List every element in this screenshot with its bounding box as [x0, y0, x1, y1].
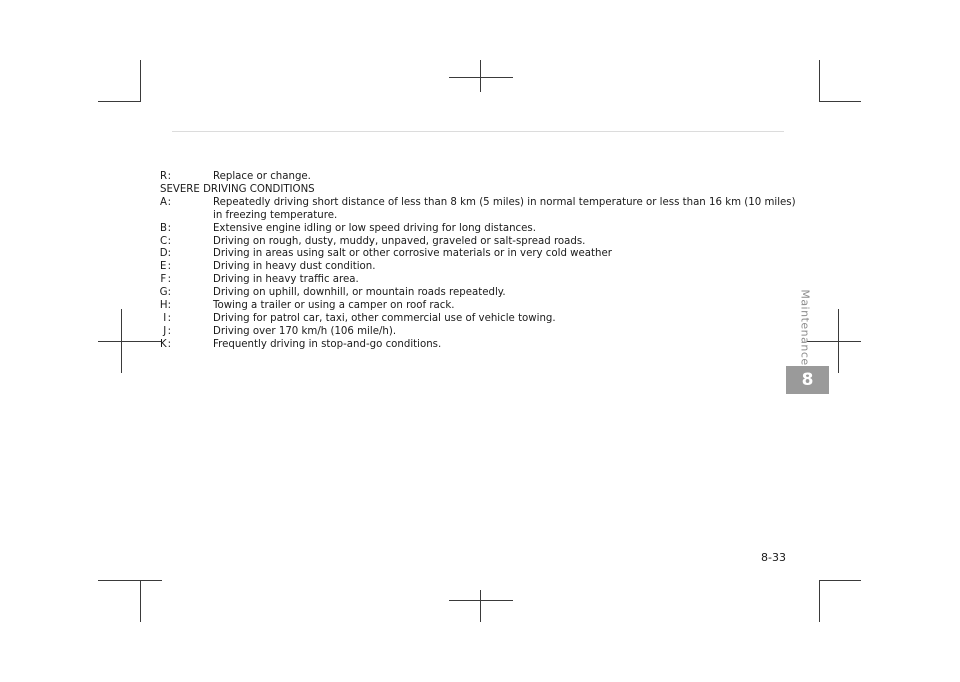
- legend-text: Replace or change.: [213, 171, 311, 182]
- condition-code: J :: [160, 326, 192, 339]
- condition-text: Repeatedly driving short distance of less than 8 km (5 miles) in normal temperature or less than 16 km (10 miles) in freezing temperature.: [213, 196, 796, 221]
- crop-mark: [449, 77, 513, 78]
- crop-mark: [819, 60, 820, 102]
- severe-condition-item: [160, 274, 800, 287]
- crop-mark: [819, 580, 861, 581]
- crop-mark: [838, 309, 839, 373]
- severe-condition-item: [160, 236, 800, 249]
- legend-code: R :: [160, 171, 171, 182]
- condition-code-letter: A: [160, 196, 167, 208]
- condition-text: Driving on uphill, downhill, or mountain roads repeatedly.: [213, 287, 506, 299]
- section-label-text: Maintenance: [798, 288, 812, 366]
- severe-condition-item: [160, 261, 800, 274]
- condition-text: Towing a trailer or using a camper on roof rack.: [213, 300, 455, 312]
- crop-mark: [121, 309, 122, 373]
- condition-code-letter: K: [160, 338, 167, 350]
- condition-code: F :: [160, 274, 171, 286]
- severe-condition-item: [160, 287, 800, 300]
- crop-mark: [98, 341, 162, 342]
- condition-code: B :: [160, 222, 171, 234]
- condition-code-letter: G: [159, 287, 168, 299]
- condition-text: Driving over 170 km/h (106 mile/h).: [213, 325, 397, 337]
- condition-text: Driving in heavy traffic area.: [213, 274, 359, 286]
- condition-code: C :: [160, 235, 171, 247]
- condition-code: K :: [160, 338, 171, 350]
- condition-code: D :: [159, 248, 171, 260]
- condition-code: H :: [159, 300, 171, 312]
- condition-text: Driving in areas using salt or other corrosive materials or in very cold weather: [213, 248, 612, 260]
- condition-code: A :: [160, 197, 192, 223]
- chapter-number: 8: [801, 370, 814, 390]
- maintenance-legend: [160, 171, 800, 352]
- section-side-label: [775, 288, 835, 366]
- severe-condition-item: [160, 326, 800, 339]
- crop-mark: [140, 60, 141, 102]
- condition-text: Driving in heavy dust condition.: [213, 261, 376, 273]
- page-number: 8-33: [761, 551, 786, 564]
- crop-mark: [819, 580, 820, 622]
- severe-conditions-list: [160, 197, 800, 352]
- crop-mark: [98, 101, 140, 102]
- condition-code-letter: C: [160, 235, 168, 247]
- legend-row-replace: [160, 171, 800, 184]
- condition-text: Driving for patrol car, taxi, other commercial use of vehicle towing.: [213, 312, 556, 324]
- condition-code-letter: I: [163, 312, 167, 324]
- condition-code-letter: D: [159, 248, 168, 260]
- condition-code: I :: [160, 313, 192, 326]
- header-rule: [172, 131, 784, 132]
- crop-mark: [449, 600, 513, 601]
- condition-text: Driving on rough, dusty, muddy, unpaved, graveled or salt-spread roads.: [213, 235, 586, 247]
- severe-conditions-heading: SEVERE DRIVING CONDITIONS: [160, 183, 315, 195]
- condition-code: E :: [160, 261, 171, 273]
- severe-condition-item: [160, 248, 800, 261]
- crop-mark: [140, 580, 141, 622]
- severe-condition-item: [160, 313, 800, 326]
- crop-mark: [819, 101, 861, 102]
- condition-code-letter: E: [160, 261, 167, 273]
- crop-mark: [480, 590, 481, 622]
- crop-mark: [98, 580, 162, 581]
- condition-code: G :: [159, 287, 171, 299]
- condition-code-letter: H: [159, 300, 168, 312]
- severe-condition-item: [160, 300, 800, 313]
- condition-text: Extensive engine idling or low speed driving for long distances.: [213, 222, 536, 234]
- chapter-tab: [786, 366, 829, 394]
- condition-text: Frequently driving in stop-and-go conditions.: [213, 338, 442, 350]
- severe-condition-item: [160, 339, 800, 352]
- condition-code-letter: F: [160, 274, 167, 286]
- condition-code-letter: B: [160, 222, 167, 234]
- severe-condition-item: [160, 223, 800, 236]
- crop-mark: [480, 60, 481, 92]
- condition-code-letter: J: [163, 325, 167, 337]
- legend-code-letter: R: [160, 171, 168, 182]
- severe-condition-item: [160, 197, 800, 223]
